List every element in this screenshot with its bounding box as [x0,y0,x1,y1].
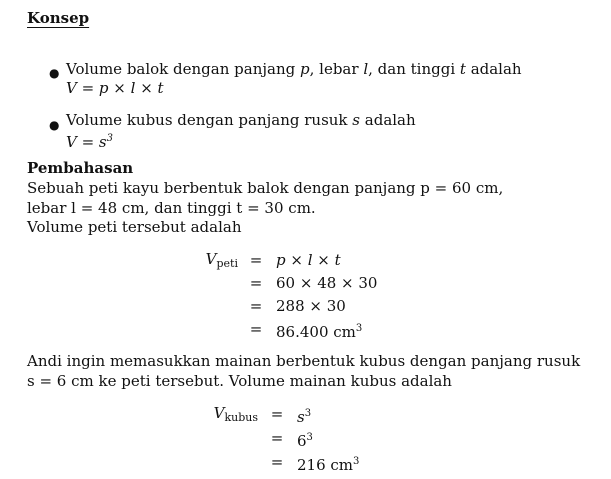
eq2-row-2-base: 6 [297,432,307,450]
bullet-kubus-text [66,110,416,130]
paragraph-1-line-3: Volume peti tersebut adalah [27,218,242,236]
bullet-balok-part: Volume balok dengan panjang [66,60,300,78]
eq2-row-1 [297,404,311,427]
eq2-equals: = [270,405,284,423]
eq1-equals: = [249,274,263,292]
eq1-row-4 [276,319,362,342]
var-t: t [459,60,466,78]
formula-kubus-exp: 3 [106,133,114,144]
formula-balok: V = p × l × t [66,79,164,97]
bullet-kubus-part: Volume kubus dengan panjang rusuk [66,111,353,129]
formula-kubus-base: V = s [66,133,107,151]
eq2-row-3 [297,452,359,475]
bullet-balok-part: , dan tinggi [368,60,460,78]
bullet-dot-icon: ● [49,118,60,132]
eq1-equals: = [249,320,263,338]
bullet-balok-part: , lebar [309,60,364,78]
eq1-row-3: 288 × 30 [276,297,346,315]
bullet-dot-icon: ● [49,66,60,80]
eq2-row-1-exp: 3 [304,408,312,419]
bullet-kubus-part: adalah [360,111,416,129]
eq1-lhs [190,249,238,274]
paragraph-2-line-1: Andi ingin memasukkan mainan berbentuk kubus dengan panjang rusuk [27,352,581,370]
eq2-equals: = [270,429,284,447]
paragraph-1-line-1: Sebuah peti kayu berbentuk balok dengan panjang p = 60 cm, [27,179,504,197]
var-s: s [352,111,360,129]
eq1-equals: = [249,297,263,315]
eq1-lhs-sub: peti [216,257,238,270]
eq2-row-3-exp: 3 [353,456,360,467]
eq1-row-2: 60 × 48 × 30 [276,274,378,292]
formula-kubus [66,129,113,152]
eq1-lhs-base: V [205,250,217,268]
var-p: p [300,60,310,78]
bullet-balok-part: adalah [465,60,522,78]
konsep-heading: Konsep [27,9,90,27]
var-l: l [363,60,369,78]
eq2-lhs-base: V [213,404,225,422]
bullet-balok-text [66,59,522,79]
eq2-row-3-base: 216 cm [297,456,354,474]
eq2-lhs [196,403,258,428]
eq1-row-4-exp: 3 [355,323,363,334]
eq2-row-2-exp: 3 [306,432,313,443]
pembahasan-heading: Pembahasan [27,159,134,177]
eq1-row-4-base: 86.400 cm [276,323,356,341]
paragraph-1-line-2: lebar l = 48 cm, dan tinggi t = 30 cm. [27,199,316,217]
eq1-equals: = [249,251,263,269]
eq2-row-2 [297,428,313,451]
paragraph-2-line-2: s = 6 cm ke peti tersebut. Volume mainan kubus adalah [27,372,452,390]
eq1-row-1: p × l × t [276,251,341,269]
eq2-equals: = [270,453,284,471]
eq2-lhs-sub: kubus [224,411,258,424]
eq2-row-1-base: s [297,408,305,426]
